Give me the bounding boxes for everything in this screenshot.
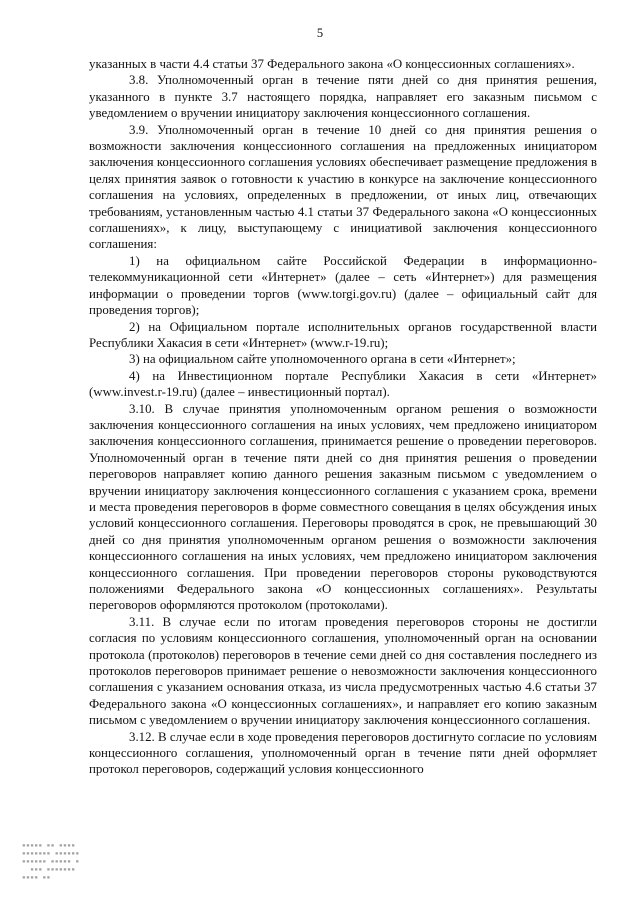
document-body (89, 56, 597, 778)
paragraph-3-8: 3.8. Уполномоченный орган в течение пяти дней со дня принятия решения, указанного в пункте 3.7 настоящего порядка, направляет его заказным письмом с уведомлением о вручении инициатору заключения концессионного соглашения. (89, 73, 597, 121)
registration-stamp: ▪▪▪▪▪ ▪▪ ▪▪▪▪ ▪▪▪▪▪▪▪ ▪▪▪▪▪▪ ▪▪▪▪▪▪ ▪▪▪▪▪ ▪ ▪▪▪ ▪▪▪▪▪▪▪ ▪▪▪▪ ▪▪ (22, 842, 80, 881)
list-item-2: 2) на Официальном портале исполнительных органов государственной власти Республики Хакасия в сети «Интернет» (www.r-19.ru); (89, 319, 597, 350)
list-item-3: 3) на официальном сайте уполномоченного органа в сети «Интернет»; (129, 352, 516, 367)
list-item-4: 4) на Инвестиционном портале Республики Хакасия в сети «Интернет» (www.invest.r-19.ru) (далее – инвестиционный портал). (89, 368, 597, 400)
paragraph-3-10: 3.10. В случае принятия уполномоченным органом решения о возможности заключения концессионного соглашения на иных условиях, чем предложено инициатором заключения концессионного соглашения, принимается решение о проведении переговоров. Уполномоченный орган в течение пяти дней со дня принятия решения о проведении переговоров направляет копию данного решения заказным письмом с уведомлением о вручении инициатору заключения концессионного соглашения с указанием срока, времени и места проведения переговоров в форме совместного совещания в целях обсуждения иных условий концессионного соглашения. Переговоры проводятся в срок, не превышающий 30 дней со дня принятия уполномоченным органом решения о возможности заключения концессионного соглашения на иных условиях, чем предложено инициатором заключения концессионного соглашения. При проведении переговоров стороны руководствуются положениями Федерального закона «О концессионных соглашениях». Результаты переговоров оформляются протоколом (протоколами). (89, 401, 597, 613)
paragraph-3-12: 3.12. В случае если в ходе проведения переговоров достигнуто согласие по условиям концессионного соглашения, уполномоченный орган в течение пяти дней оформляет протокол переговоров, содержащий условия концессионного (89, 729, 597, 777)
paragraph-3-9: 3.9. Уполномоченный орган в течение 10 дней со дня принятия решения о возможности заключения концессионного соглашения на предложенных инициатором заключения концессионного соглашения условиях обеспечивает размещение предложения в целях принятия заявок о готовности к участию в конкурсе на заключение концессионного соглашения на условиях, определенных в предложении, от иных лиц, отвечающих требованиям, установленным частью 4.1 статьи 37 Федерального закона «О концессионных соглашениях», к лицу, выступающему с инициативой заключения концессионного соглашения: (89, 122, 597, 252)
list-item-1: 1) на официальном сайте Российской Федерации в информационно-телекоммуникационной сети «Интернет» (далее – сеть «Интернет») для размещения информации о проведении торгов (www.torgi.gov.ru) (далее – официальный сайт для проведения торгов); (89, 253, 597, 318)
page-number: 5 (316, 26, 324, 40)
paragraph-3-11: 3.11. В случае если по итогам проведения переговоров стороны не достигли согласия по условиям концессионного соглашения, уполномоченный орган на основании протокола (протоколов) переговоров в течение семи дней со дня составления последнего из протоколов переговоров принимает решение о невозможности заключения концессионного соглашения с указанием основания отказа, из числа предусмотренных частью 4.6 статьи 37 Федерального закона «О концессионных соглашениях», и направляет его копию заказным письмом с уведомлением о вручении инициатору заключения концессионного соглашения. (89, 614, 597, 728)
paragraph-continued: указанных в части 4.4 статьи 37 Федерального закона «О концессионных соглашениях». (89, 57, 575, 71)
